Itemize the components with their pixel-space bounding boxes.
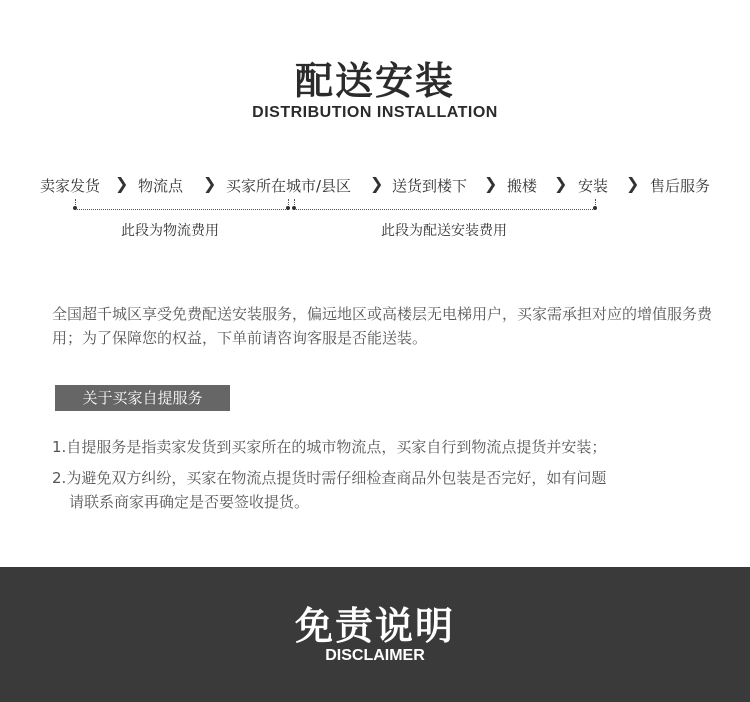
rule-item: [52, 435, 722, 459]
disclaimer-subtitle: DISCLAIMER: [325, 647, 425, 664]
flow-step-after-sales: 售后服务: [650, 177, 711, 195]
rule-text-continued: 请联系商家再确定是否要签收提货。: [69, 493, 310, 511]
rule-text: 自提服务是指卖家发货到买家所在的城市物流点，买家自行到物流点提货并安装；: [66, 438, 607, 456]
rule-text: 为避免双方纠纷，买家在物流点提货时需仔细检查商品外包装是否完好，如有问题: [66, 469, 607, 487]
chevron-right-icon: ❯: [370, 174, 384, 193]
segment-dot: [286, 206, 290, 210]
flow-step-buyer-city: 买家所在城市/县区: [226, 177, 352, 195]
chevron-right-icon: ❯: [203, 174, 217, 193]
install-segment-line: [294, 209, 595, 210]
chevron-right-icon: ❯: [626, 174, 640, 193]
service-intro: 全国超千城区享受免费配送安装服务，偏远地区或高楼层无电梯用户，买家需承担对应的增值服务费用；为了保障您的权益，下单前请咨询客服是否能送装。: [52, 305, 713, 347]
rule-number: 1.: [52, 438, 67, 456]
flow-step-logistics-point: 物流点: [138, 177, 184, 195]
flow-step-carry-upstairs: 搬楼: [507, 177, 538, 195]
chevron-right-icon: ❯: [554, 174, 568, 193]
page-subtitle: DISTRIBUTION INSTALLATION: [252, 104, 498, 121]
disclaimer-banner: [0, 567, 750, 702]
self-pickup-section-tag: 关于买家自提服务: [55, 385, 230, 411]
rule-item: [52, 466, 722, 514]
segment-dot: [292, 206, 296, 210]
segment-dot: [593, 206, 597, 210]
rule-number: 2.: [52, 469, 67, 487]
segment-dot: [73, 206, 77, 210]
logistics-fee-note: 此段为物流费用: [121, 223, 219, 239]
delivery-install-fee-note: 此段为配送安装费用: [381, 223, 507, 239]
chevron-right-icon: ❯: [484, 174, 498, 193]
chevron-right-icon: ❯: [115, 174, 129, 193]
logistics-segment-line: [75, 209, 288, 210]
flow-step-install: 安装: [578, 177, 609, 195]
flow-step-seller-ship: 卖家发货: [40, 177, 101, 195]
flow-step-deliver-downstairs: 送货到楼下: [392, 177, 468, 195]
disclaimer-title: 免责说明: [294, 604, 455, 648]
page-title: 配送安装: [294, 59, 455, 103]
